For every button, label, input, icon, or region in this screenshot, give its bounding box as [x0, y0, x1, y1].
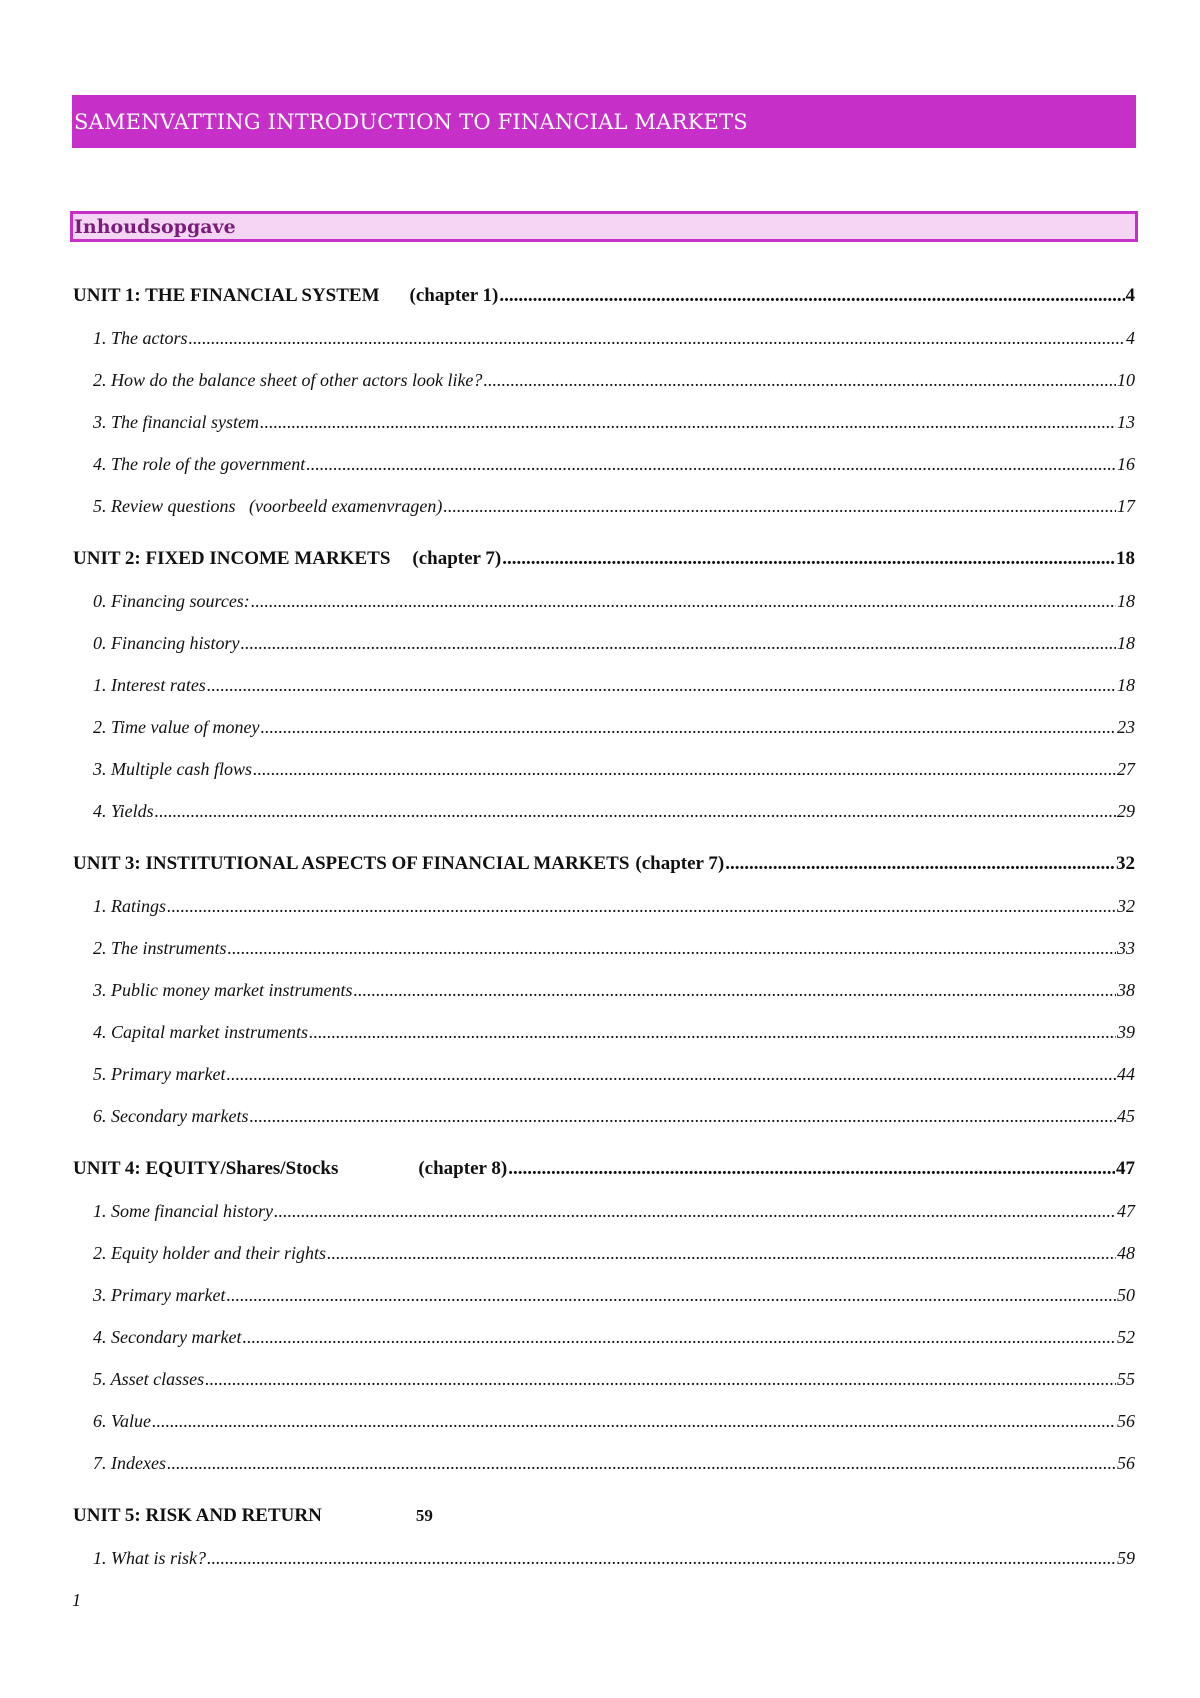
toc-page-number: 29	[1117, 801, 1135, 821]
toc-page-number: 13	[1117, 412, 1135, 432]
toc-item-label: 4. Capital market instruments	[93, 1022, 308, 1042]
dot-leader	[167, 1442, 1116, 1484]
toc-page-number: 4	[1126, 328, 1135, 348]
toc-unit-title: UNIT 5: RISK AND RETURN	[73, 1505, 322, 1526]
toc-item[interactable]	[73, 401, 1135, 443]
toc-page-number: 27	[1117, 759, 1135, 779]
toc-item[interactable]	[73, 748, 1135, 790]
toc-item[interactable]	[73, 1442, 1135, 1484]
toc-unit-5[interactable]	[73, 1495, 1135, 1537]
toc-item[interactable]	[73, 1358, 1135, 1400]
toc-item-label: 3. Public money market instruments	[93, 980, 353, 1000]
toc-item-label: 5. Review questions (voorbeeld examenvragen)	[93, 496, 443, 516]
toc-item-label: 0. Financing history	[93, 633, 240, 653]
toc-page-number: 45	[1117, 1106, 1135, 1126]
toc-item-label: 6. Secondary markets	[93, 1106, 249, 1126]
toc-item-label: 4. The role of the government	[93, 454, 306, 474]
toc-item-label: 4. Yields	[93, 801, 154, 821]
toc-item-label: 2. Equity holder and their rights	[93, 1243, 326, 1263]
toc-item-label: 3. Multiple cash flows	[93, 759, 252, 779]
toc-unit-2[interactable]	[73, 538, 1135, 580]
dot-leader	[189, 317, 1126, 359]
toc-item-label: 1. Ratings	[93, 896, 167, 916]
toc-item[interactable]	[73, 580, 1135, 622]
toc-page-number: 18	[1117, 633, 1135, 653]
toc-page-number: 47	[1117, 1201, 1135, 1221]
toc-item[interactable]	[73, 885, 1135, 927]
toc-page-number: 33	[1117, 938, 1135, 958]
dot-leader	[725, 843, 1115, 885]
toc-item-label: 1. The actors	[93, 328, 188, 348]
dot-leader	[443, 485, 1116, 527]
toc-heading: Inhoudsopgave	[74, 215, 236, 238]
dot-leader	[226, 1053, 1116, 1095]
toc-item-label: 1. What is risk?	[93, 1548, 207, 1568]
toc-item-label: 4. Secondary market	[93, 1327, 242, 1347]
dot-leader	[260, 401, 1116, 443]
table-of-contents	[73, 275, 1135, 1579]
toc-unit-chapter: (chapter 7)	[412, 548, 502, 569]
toc-item[interactable]	[73, 969, 1135, 1011]
toc-unit-title: UNIT 2: FIXED INCOME MARKETS	[73, 548, 391, 569]
toc-page-number: 50	[1117, 1285, 1135, 1305]
toc-unit-chapter: (chapter 1)	[409, 285, 499, 306]
toc-item-label: 0. Financing sources:	[93, 591, 250, 611]
toc-item-label: 5. Asset classes	[93, 1369, 205, 1389]
dot-leader	[167, 885, 1116, 927]
toc-item[interactable]	[73, 790, 1135, 832]
toc-item-label: 1. Some financial history	[93, 1201, 273, 1221]
dot-leader	[226, 1274, 1116, 1316]
dot-leader	[353, 969, 1116, 1011]
dot-leader	[205, 1358, 1116, 1400]
toc-unit-title: UNIT 4: EQUITY/Shares/Stocks	[73, 1158, 339, 1179]
dot-leader	[241, 622, 1117, 664]
toc-item[interactable]	[73, 664, 1135, 706]
dot-leader	[242, 1316, 1116, 1358]
toc-item[interactable]	[73, 1316, 1135, 1358]
toc-page-number: 47	[1116, 1158, 1135, 1179]
dot-leader	[327, 1232, 1116, 1274]
toc-item[interactable]	[73, 1095, 1135, 1137]
toc-unit-4[interactable]	[73, 1148, 1135, 1190]
toc-page-number: 39	[1117, 1022, 1135, 1042]
toc-item[interactable]	[73, 622, 1135, 664]
document-title-bar	[72, 95, 1136, 148]
toc-page-number: 16	[1117, 454, 1135, 474]
dot-leader	[499, 275, 1124, 317]
toc-item-label: 5. Primary market	[93, 1064, 226, 1084]
dot-leader	[502, 538, 1115, 580]
toc-item-label: 2. The instruments	[93, 938, 227, 958]
toc-item[interactable]	[73, 1400, 1135, 1442]
toc-item[interactable]	[73, 706, 1135, 748]
toc-unit-3[interactable]	[73, 843, 1135, 885]
dot-leader	[155, 790, 1116, 832]
toc-page-number: 44	[1117, 1064, 1135, 1084]
dot-leader	[309, 1011, 1116, 1053]
toc-page-number: 56	[1117, 1411, 1135, 1431]
toc-page-number: 32	[1116, 853, 1135, 874]
dot-leader	[253, 748, 1116, 790]
toc-page-number: 23	[1117, 717, 1135, 737]
toc-page-number: 48	[1117, 1243, 1135, 1263]
dot-leader	[251, 580, 1116, 622]
toc-heading-box	[70, 211, 1138, 242]
dot-leader	[260, 706, 1116, 748]
toc-item-label: 3. The financial system	[93, 412, 259, 432]
toc-page-number: 56	[1117, 1453, 1135, 1473]
document-title: SAMENVATTING INTRODUCTION TO FINANCIAL MARKETS	[74, 109, 748, 134]
dot-leader	[207, 1537, 1116, 1579]
toc-page-number: 55	[1117, 1369, 1135, 1389]
toc-item-label: 1. Interest rates	[93, 675, 206, 695]
footer-page-number: 1	[72, 1590, 81, 1610]
toc-page-number: 52	[1117, 1327, 1135, 1347]
toc-item[interactable]	[73, 359, 1135, 401]
toc-page-number: 38	[1117, 980, 1135, 1000]
toc-item-label: 3. Primary market	[93, 1285, 226, 1305]
toc-item[interactable]	[73, 443, 1135, 485]
toc-item[interactable]	[73, 1053, 1135, 1095]
toc-item-label: 6. Value	[93, 1411, 151, 1431]
toc-unit-1[interactable]	[73, 275, 1135, 317]
toc-page-number: 4	[1125, 285, 1135, 306]
dot-leader	[152, 1400, 1116, 1442]
dot-leader	[274, 1190, 1116, 1232]
toc-page-number: 32	[1117, 896, 1135, 916]
dot-leader	[249, 1095, 1116, 1137]
toc-item-label: 7. Indexes	[93, 1453, 166, 1473]
dot-leader	[228, 927, 1116, 969]
toc-page-number: 18	[1117, 591, 1135, 611]
toc-page-number: 18	[1117, 675, 1135, 695]
toc-item[interactable]	[73, 927, 1135, 969]
dot-leader	[207, 664, 1116, 706]
toc-item[interactable]	[73, 317, 1135, 359]
dot-leader	[306, 443, 1116, 485]
dot-leader	[508, 1148, 1115, 1190]
toc-item-label: 2. How do the balance sheet of other actors look like?	[93, 370, 483, 390]
toc-page-number: 59	[1117, 1548, 1135, 1568]
toc-item[interactable]	[73, 1190, 1135, 1232]
toc-page-number: 18	[1116, 548, 1135, 569]
toc-unit-title: UNIT 3: INSTITUTIONAL ASPECTS OF FINANCIAL MARKETS	[73, 853, 630, 874]
toc-item[interactable]	[73, 1232, 1135, 1274]
toc-page-number: 10	[1117, 370, 1135, 390]
toc-item-label: 2. Time value of money	[93, 717, 260, 737]
toc-unit-chapter: (chapter 8)	[418, 1158, 508, 1179]
toc-page-number: 59	[415, 1506, 433, 1525]
toc-unit-chapter: (chapter 7)	[635, 853, 725, 874]
toc-unit-title: UNIT 1: THE FINANCIAL SYSTEM	[73, 285, 380, 306]
toc-item[interactable]	[73, 1011, 1135, 1053]
toc-item[interactable]	[73, 1537, 1135, 1579]
toc-item[interactable]	[73, 485, 1135, 527]
toc-page-number: 17	[1117, 496, 1135, 516]
dot-leader	[483, 359, 1116, 401]
toc-item[interactable]	[73, 1274, 1135, 1316]
